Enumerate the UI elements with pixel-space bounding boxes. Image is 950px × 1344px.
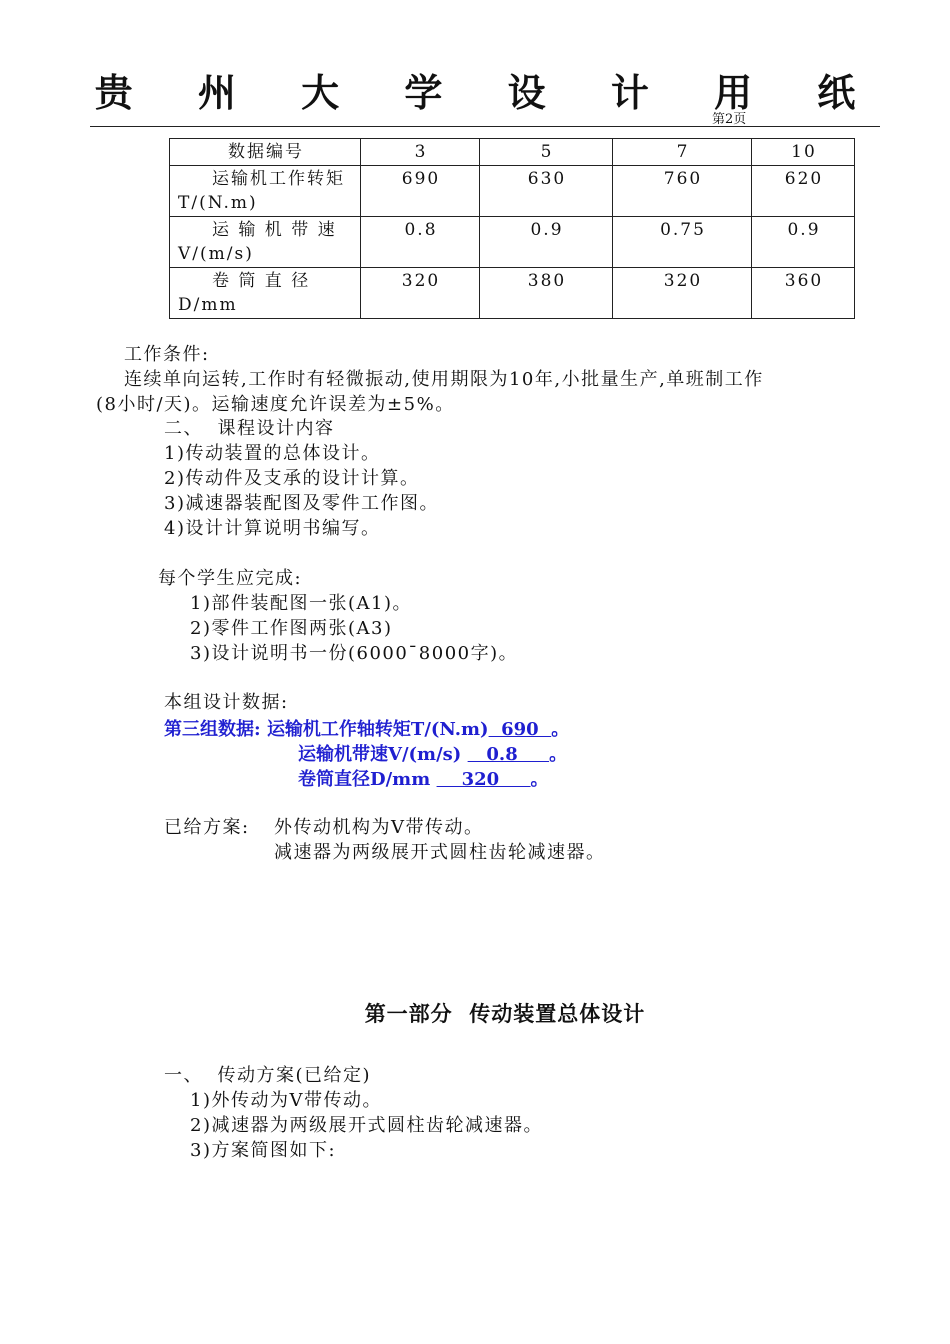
list-item: 3)减速器装配图及零件工作图。: [164, 493, 439, 514]
conditions-line: (8小时/天)。运输速度允许误差为±5%。: [96, 394, 455, 415]
table-row-label: 运 输 机 带 速V/(m/s): [170, 217, 361, 268]
course-heading: 二、 课程设计内容: [164, 418, 335, 439]
table-cell: 0.9: [752, 217, 855, 268]
table-row: [170, 166, 855, 217]
header-rule: [90, 126, 880, 127]
diameter-value: 320: [436, 769, 531, 790]
student-heading: 每个学生应完成:: [158, 568, 303, 589]
conditions-heading: 工作条件:: [124, 344, 210, 365]
period: 。: [551, 719, 570, 740]
table-header-label: 数据编号: [170, 139, 361, 166]
page-number: 第2页: [712, 112, 747, 127]
table-cell: 690: [361, 166, 480, 217]
list-item: 1)外传动为V带传动。: [190, 1090, 382, 1111]
table-column: 7: [613, 139, 752, 166]
torque-label: 运输机工作轴转矩T/(N.m): [266, 719, 489, 740]
diameter-label: 卷筒直径D/mm: [298, 769, 431, 790]
table-header-row: [170, 139, 855, 166]
period: 。: [549, 744, 568, 765]
period: 。: [530, 769, 549, 790]
table-row: [170, 217, 855, 268]
list-item: 1)传动装置的总体设计。: [164, 443, 381, 464]
scheme-line: 减速器为两级展开式圆柱齿轮减速器。: [274, 842, 606, 863]
part1-heading: 一、 传动方案(已给定): [164, 1065, 371, 1086]
scheme-line: 外传动机构为V带传动。: [274, 817, 484, 838]
table-cell: 0.75: [613, 217, 752, 268]
table-cell: 0.9: [480, 217, 613, 268]
list-item: 2)减速器为两级展开式圆柱齿轮减速器。: [190, 1115, 543, 1136]
torque-value: 690: [488, 719, 552, 740]
table-column: 5: [480, 139, 613, 166]
list-item: 1)部件装配图一张(A1)。: [190, 593, 412, 614]
table-column: 10: [752, 139, 855, 166]
table-row-label: 运输机工作转矩T/(N.m): [170, 166, 361, 217]
list-item: 2)传动件及支承的设计计算。: [164, 468, 420, 489]
conditions-line: 连续单向运转,工作时有轻微振动,使用期限为10年,小批量生产,单班制工作: [124, 369, 764, 390]
list-item: 4)设计计算说明书编写。: [164, 518, 381, 539]
speed-label: 运输机带速V/(m/s): [298, 744, 462, 765]
group-data-line: [164, 715, 569, 741]
group-data-line: [298, 765, 549, 791]
table-row-label: 卷 筒 直 径 D/mm: [170, 268, 361, 319]
table-cell: 620: [752, 166, 855, 217]
data-table: [169, 138, 855, 319]
list-item: 3)方案简图如下:: [190, 1140, 337, 1161]
table-cell: 360: [752, 268, 855, 319]
table-column: 3: [361, 139, 480, 166]
table-cell: 0.8: [361, 217, 480, 268]
table-cell: 380: [480, 268, 613, 319]
speed-value: 0.8: [467, 744, 550, 765]
page-title: 贵 州 大 学 设 计 用 纸: [94, 71, 882, 115]
scheme-label: 已给方案:: [164, 817, 250, 838]
table-cell: 630: [480, 166, 613, 217]
section-title: 第一部分 传动装置总体设计: [364, 1002, 646, 1026]
table-row: [170, 268, 855, 319]
table-cell: 320: [361, 268, 480, 319]
group-heading: 本组设计数据:: [164, 692, 289, 713]
table-cell: 760: [613, 166, 752, 217]
list-item: 3)设计说明书一份(6000¯8000字)。: [190, 643, 519, 664]
group-label: 第三组数据:: [164, 719, 261, 740]
table-cell: 320: [613, 268, 752, 319]
group-data-line: [298, 740, 567, 766]
list-item: 2)零件工作图两张(A3): [190, 618, 393, 639]
